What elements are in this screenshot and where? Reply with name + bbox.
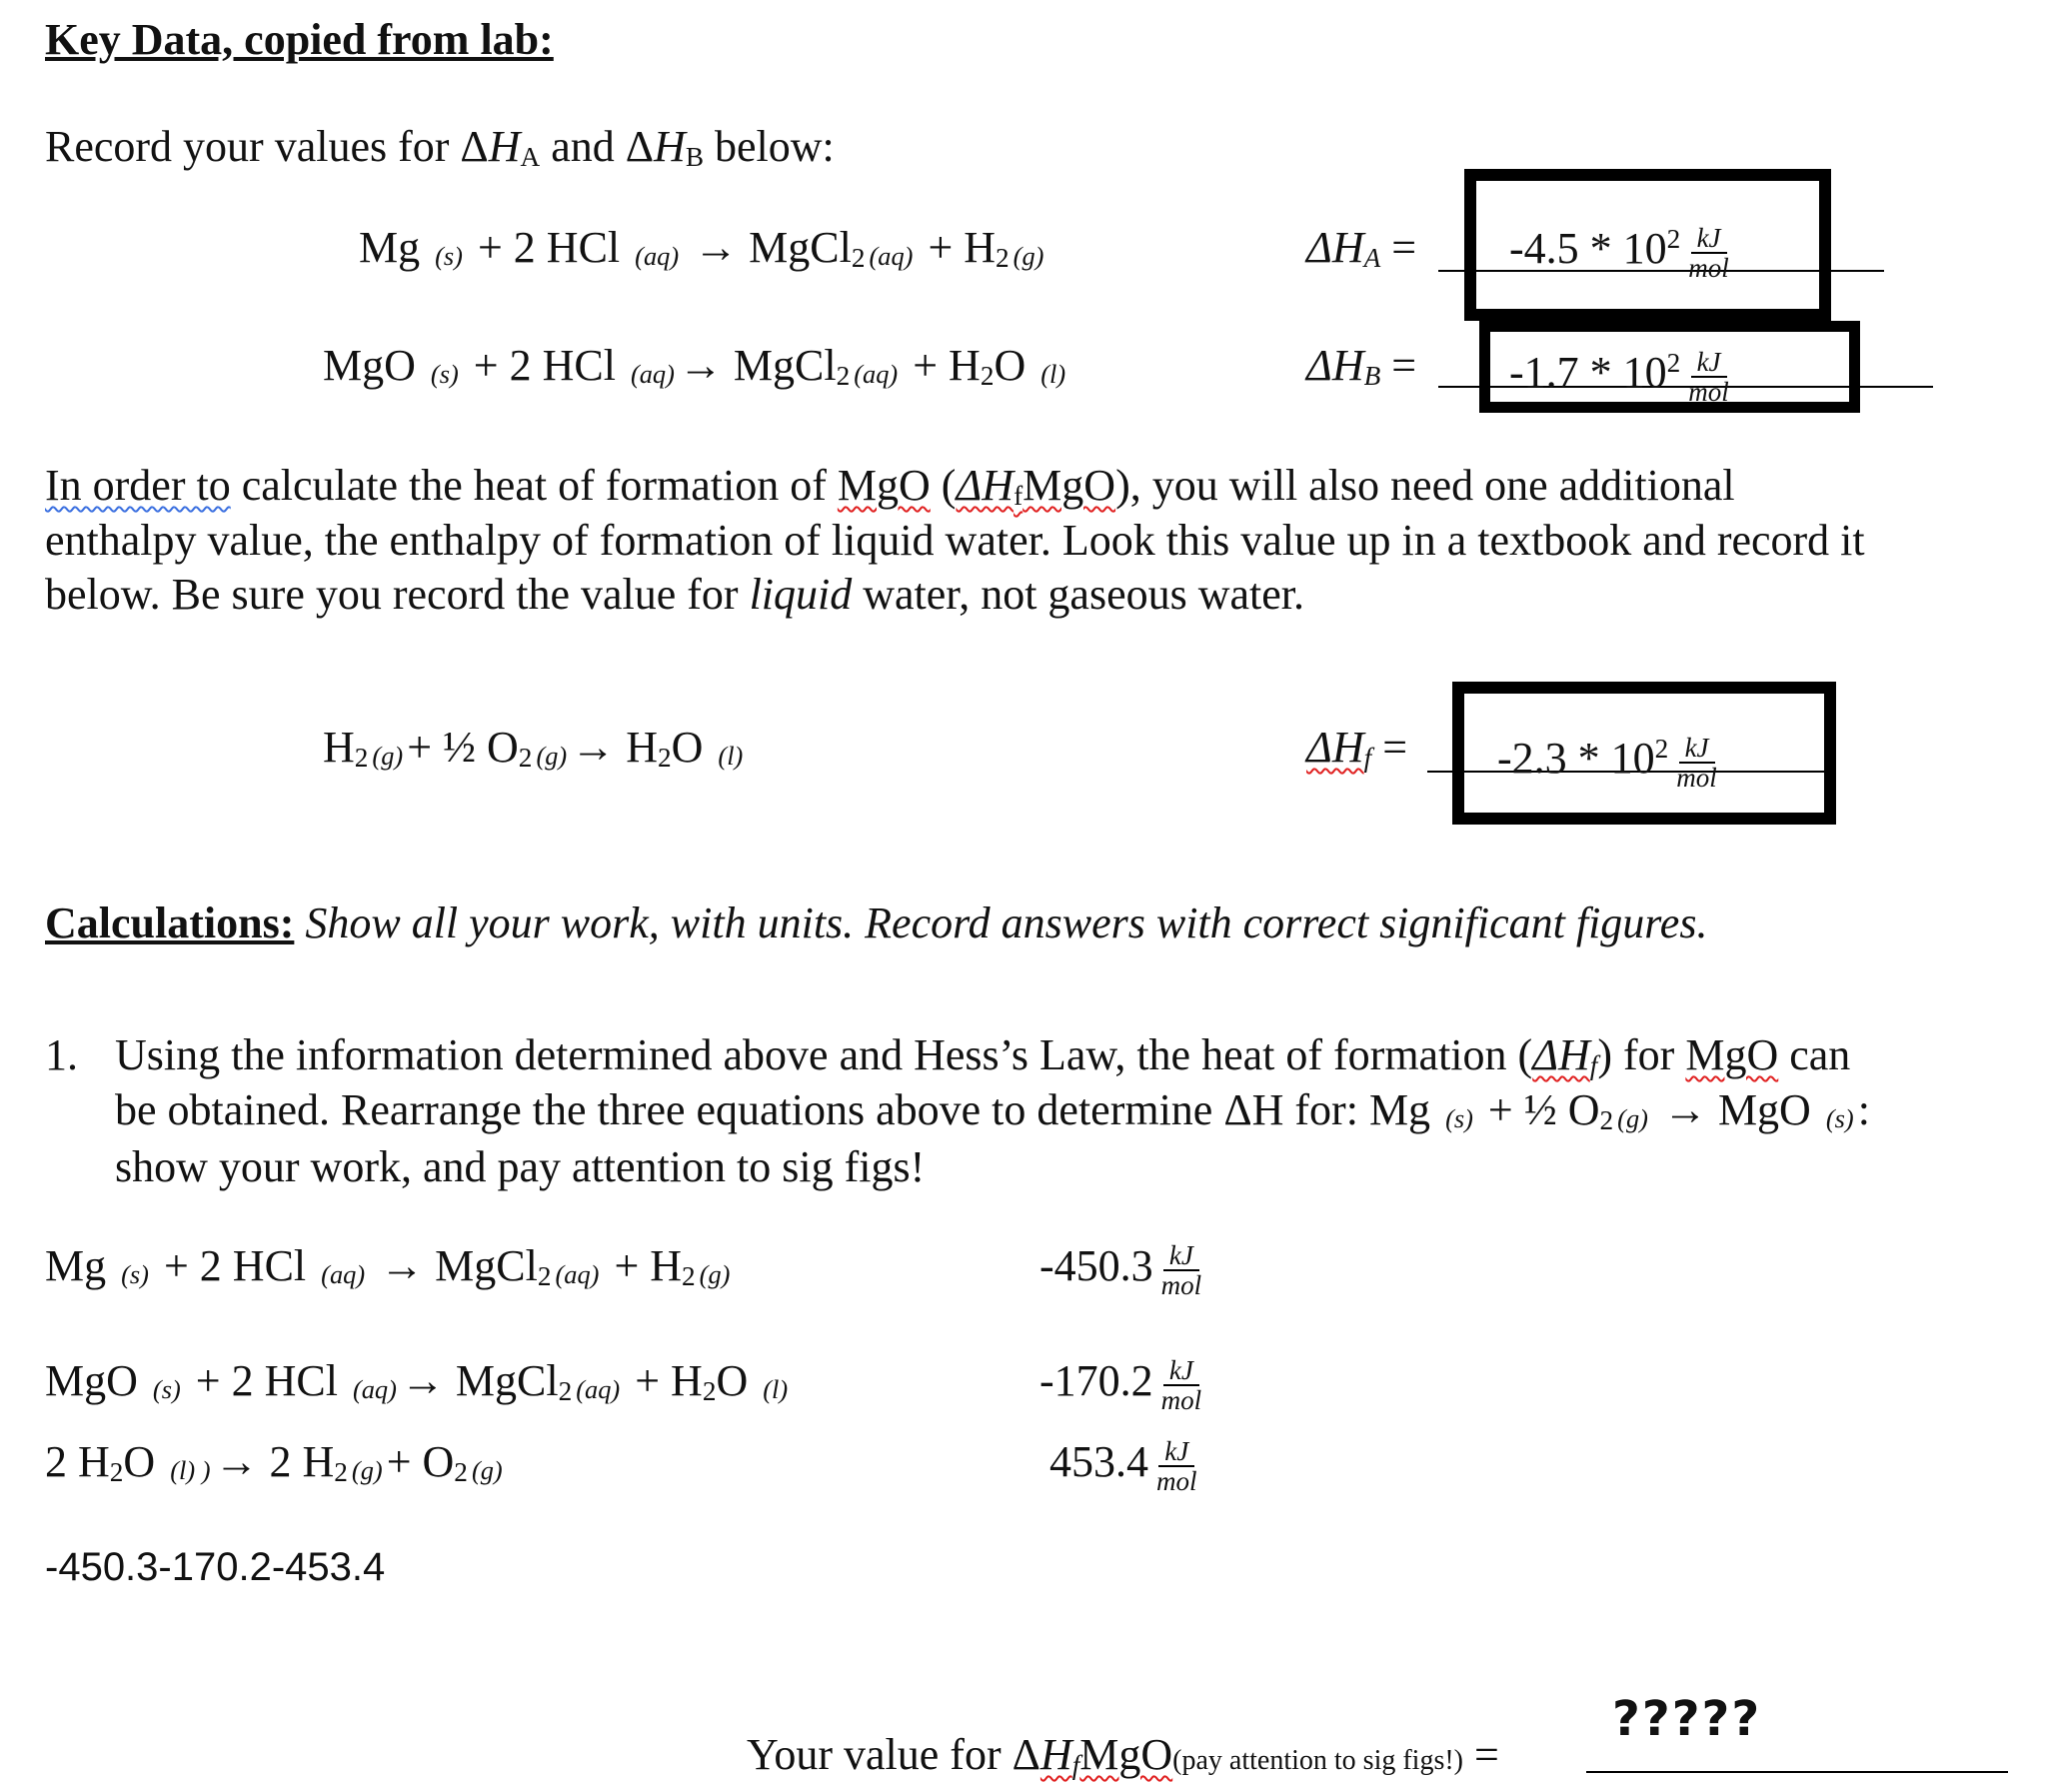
equation-text: → MgCl bbox=[678, 341, 837, 390]
subscript: 2 bbox=[1599, 1104, 1614, 1135]
section-title: Key Data, copied from lab: bbox=[45, 15, 554, 64]
unit-fraction bbox=[1161, 1241, 1202, 1299]
subscript: 2 bbox=[702, 1375, 717, 1406]
equation-text: Mg bbox=[45, 1241, 118, 1290]
unit-fraction bbox=[1156, 1437, 1197, 1495]
work-equation-2 bbox=[45, 1354, 792, 1418]
text: ) for bbox=[1597, 1030, 1686, 1079]
sum-expression[interactable]: -450.3-170.2-453.4 bbox=[45, 1545, 386, 1589]
state-label: (l) bbox=[1040, 358, 1066, 389]
subscript: 2 bbox=[851, 242, 866, 273]
state-label: (g) bbox=[1013, 240, 1044, 271]
state-label: (s) bbox=[152, 1373, 181, 1404]
subscript: 2 bbox=[980, 360, 995, 391]
text: MgO bbox=[837, 461, 931, 510]
equation-text: O bbox=[123, 1437, 167, 1486]
text: = bbox=[1371, 723, 1408, 772]
equation-text: + H bbox=[624, 1356, 703, 1405]
work-value-3 bbox=[1049, 1435, 1197, 1495]
equation-a bbox=[359, 221, 1047, 285]
text: and Δ bbox=[540, 122, 655, 171]
text: kJ bbox=[1163, 1241, 1199, 1271]
delta-h-a-label bbox=[1306, 221, 1416, 285]
equation-b bbox=[323, 339, 1069, 403]
text: Show all your work, with units. Record answers with correct significant figures. bbox=[294, 898, 1708, 947]
text: ΔH bbox=[1532, 1030, 1590, 1079]
text: H bbox=[654, 122, 686, 171]
paragraph-line-3 bbox=[45, 568, 1304, 622]
state-label: (aq) bbox=[555, 1258, 600, 1289]
final-answer-value[interactable]: ????? bbox=[1612, 1691, 1762, 1747]
equation-text: → MgCl bbox=[400, 1356, 559, 1405]
text: A bbox=[520, 141, 541, 172]
text: Using the information determined above and Hess’s Law, the heat of formation ( bbox=[115, 1030, 1533, 1079]
state-label: (aq) bbox=[854, 358, 899, 389]
text: kJ bbox=[1163, 1356, 1199, 1386]
question-line-3: show your work, and pay attention to sig figs! bbox=[115, 1142, 926, 1191]
text: kJ bbox=[1691, 348, 1727, 378]
text: below. Be sure you record the value for bbox=[45, 570, 750, 619]
state-label: (g) bbox=[372, 740, 404, 771]
state-label: (aq) bbox=[576, 1373, 621, 1404]
state-label: (aq) bbox=[321, 1258, 366, 1289]
question-number: 1. bbox=[45, 1030, 78, 1079]
equation-text: + 2 HCl bbox=[152, 1241, 318, 1290]
state-label: (aq) bbox=[352, 1373, 397, 1404]
text: mol bbox=[1688, 252, 1729, 283]
equation-text: + O bbox=[386, 1437, 455, 1486]
text: below: bbox=[704, 122, 835, 171]
text: (pay attention to sig figs!) bbox=[1172, 1745, 1463, 1776]
unit-fraction bbox=[1688, 224, 1729, 282]
text: = bbox=[1463, 1730, 1499, 1779]
equation-text: → 2 H bbox=[214, 1437, 335, 1486]
text: -4.5 * 10 bbox=[1509, 224, 1667, 273]
subscript: 2 bbox=[518, 742, 533, 773]
work-value-1 bbox=[1039, 1239, 1201, 1299]
subscript: 2 bbox=[658, 742, 672, 773]
text: Calculations: bbox=[45, 898, 295, 947]
equation-text: MgO bbox=[45, 1356, 149, 1405]
text: f bbox=[1589, 1049, 1598, 1080]
text: can bbox=[1778, 1030, 1851, 1079]
equation-text: + 2 HCl bbox=[466, 223, 632, 272]
equation-text: + H bbox=[917, 223, 997, 272]
text: ΔH bbox=[1306, 341, 1364, 390]
text: ( bbox=[930, 461, 957, 510]
equation-text: 2 H bbox=[45, 1437, 110, 1486]
text: H bbox=[1039, 1730, 1072, 1779]
equation-text: O bbox=[994, 341, 1037, 390]
text: f bbox=[1363, 742, 1372, 773]
text: kJ bbox=[1679, 734, 1715, 764]
state-label: (g) bbox=[699, 1258, 731, 1289]
state-label: (s) bbox=[121, 1258, 149, 1289]
equation-text: → H bbox=[571, 723, 658, 772]
text: kJ bbox=[1158, 1437, 1194, 1467]
unit-fraction bbox=[1161, 1356, 1202, 1414]
subscript: 2 bbox=[454, 1456, 468, 1487]
equation-text: + H bbox=[902, 341, 981, 390]
text: -1.7 * 10 bbox=[1509, 348, 1667, 397]
subscript: 2 bbox=[354, 742, 369, 773]
text: B bbox=[1363, 360, 1381, 391]
equation-text: Mg bbox=[1368, 1085, 1442, 1134]
equation-text: MgO bbox=[323, 341, 427, 390]
final-answer-line bbox=[1586, 1771, 2008, 1773]
state-label: (aq) bbox=[635, 240, 680, 271]
equation-text: → MgCl bbox=[683, 223, 852, 272]
text: 2 bbox=[1654, 734, 1669, 764]
delta-h-b-value[interactable] bbox=[1509, 336, 1729, 406]
text: liquid bbox=[749, 570, 853, 619]
text: -2.3 * 10 bbox=[1497, 734, 1655, 783]
equation-water bbox=[323, 721, 747, 785]
question-line-2 bbox=[115, 1083, 1870, 1147]
state-label: (g) bbox=[471, 1454, 503, 1485]
calculations-heading bbox=[45, 896, 1707, 950]
equation-text: Mg bbox=[359, 223, 432, 272]
unit-fraction bbox=[1676, 734, 1717, 792]
text: mol bbox=[1688, 376, 1729, 407]
target-equation bbox=[1369, 1085, 1870, 1134]
state-label: (g) bbox=[1617, 1102, 1648, 1133]
text: MgO bbox=[1079, 1730, 1173, 1779]
state-label: (aq) bbox=[869, 240, 914, 271]
text: -450.3 bbox=[1039, 1241, 1153, 1290]
equation-text: + H bbox=[603, 1241, 683, 1290]
work-equation-1 bbox=[45, 1239, 734, 1303]
record-instruction bbox=[45, 120, 835, 184]
work-value-2 bbox=[1039, 1354, 1201, 1414]
equation-text: → MgCl bbox=[369, 1241, 538, 1290]
state-label: (s) bbox=[1825, 1102, 1854, 1133]
delta-h-a-value[interactable] bbox=[1509, 212, 1729, 282]
equation-text: O bbox=[671, 723, 715, 772]
state-label: (s) bbox=[430, 358, 459, 389]
equation-text: + ½ O bbox=[1476, 1085, 1600, 1134]
subscript: 2 bbox=[334, 1456, 348, 1487]
text: 453.4 bbox=[1049, 1437, 1148, 1486]
equation-text: + ½ O bbox=[407, 723, 519, 772]
equation-text: : bbox=[1857, 1085, 1870, 1134]
state-label: (l) bbox=[763, 1373, 789, 1404]
text: 2 bbox=[1666, 224, 1681, 254]
subscript: 2 bbox=[558, 1375, 573, 1406]
equation-text: → MgO bbox=[1651, 1085, 1822, 1134]
text: = bbox=[1380, 341, 1417, 390]
equation-text: + 2 HCl bbox=[184, 1356, 349, 1405]
state-label: (g) bbox=[536, 740, 568, 771]
text: mol bbox=[1676, 762, 1717, 793]
text: MgO bbox=[1685, 1030, 1779, 1079]
text: calculate the heat of formation of bbox=[230, 461, 838, 510]
unit-fraction bbox=[1688, 348, 1729, 406]
text: = bbox=[1380, 223, 1417, 272]
text: kJ bbox=[1691, 224, 1727, 254]
paragraph-line-2: enthalpy value, the enthalpy of formation of liquid water. Look this value up in a textbook and record it bbox=[45, 516, 1865, 565]
state-label: (l) ) bbox=[170, 1454, 211, 1485]
text: Record your values for Δ bbox=[45, 122, 489, 171]
text: MgO bbox=[1022, 461, 1116, 510]
text: 2 bbox=[1666, 348, 1681, 378]
state-label: (g) bbox=[351, 1454, 383, 1485]
text: ΔH bbox=[1306, 223, 1364, 272]
subscript: 2 bbox=[537, 1260, 552, 1291]
delta-hf-value[interactable] bbox=[1497, 722, 1717, 792]
equation-text: + 2 HCl bbox=[462, 341, 627, 390]
text: H bbox=[488, 122, 521, 171]
final-answer-label bbox=[747, 1728, 1499, 1792]
text: Your value for Δ bbox=[747, 1730, 1040, 1779]
text: f bbox=[1071, 1749, 1080, 1780]
text: f bbox=[1014, 480, 1023, 511]
state-label: (s) bbox=[435, 240, 463, 271]
delta-hf-label bbox=[1306, 721, 1407, 785]
text: mol bbox=[1156, 1465, 1197, 1496]
subscript: 2 bbox=[836, 360, 851, 391]
text: ΔH bbox=[956, 461, 1015, 510]
equation-text: O bbox=[716, 1356, 760, 1405]
text: mol bbox=[1160, 1384, 1202, 1415]
state-label: (l) bbox=[718, 740, 744, 771]
state-label: (s) bbox=[1445, 1102, 1473, 1133]
state-label: (aq) bbox=[630, 358, 675, 389]
text: B bbox=[685, 141, 704, 172]
text: ), you will also need one additional bbox=[1115, 461, 1735, 510]
text: mol bbox=[1160, 1269, 1202, 1300]
text: In order to bbox=[45, 461, 231, 510]
work-equation-3 bbox=[45, 1435, 507, 1499]
text: A bbox=[1363, 242, 1381, 273]
text: -170.2 bbox=[1039, 1356, 1153, 1405]
equation-text: H bbox=[323, 723, 355, 772]
text: water, not gaseous water. bbox=[852, 570, 1305, 619]
subscript: 2 bbox=[682, 1260, 696, 1291]
subscript: 2 bbox=[109, 1456, 124, 1487]
text: ΔH bbox=[1306, 723, 1364, 772]
subscript: 2 bbox=[996, 242, 1010, 273]
text: be obtained. Rearrange the three equations above to determine ΔH for: bbox=[115, 1085, 1369, 1134]
delta-h-b-label bbox=[1306, 339, 1416, 403]
